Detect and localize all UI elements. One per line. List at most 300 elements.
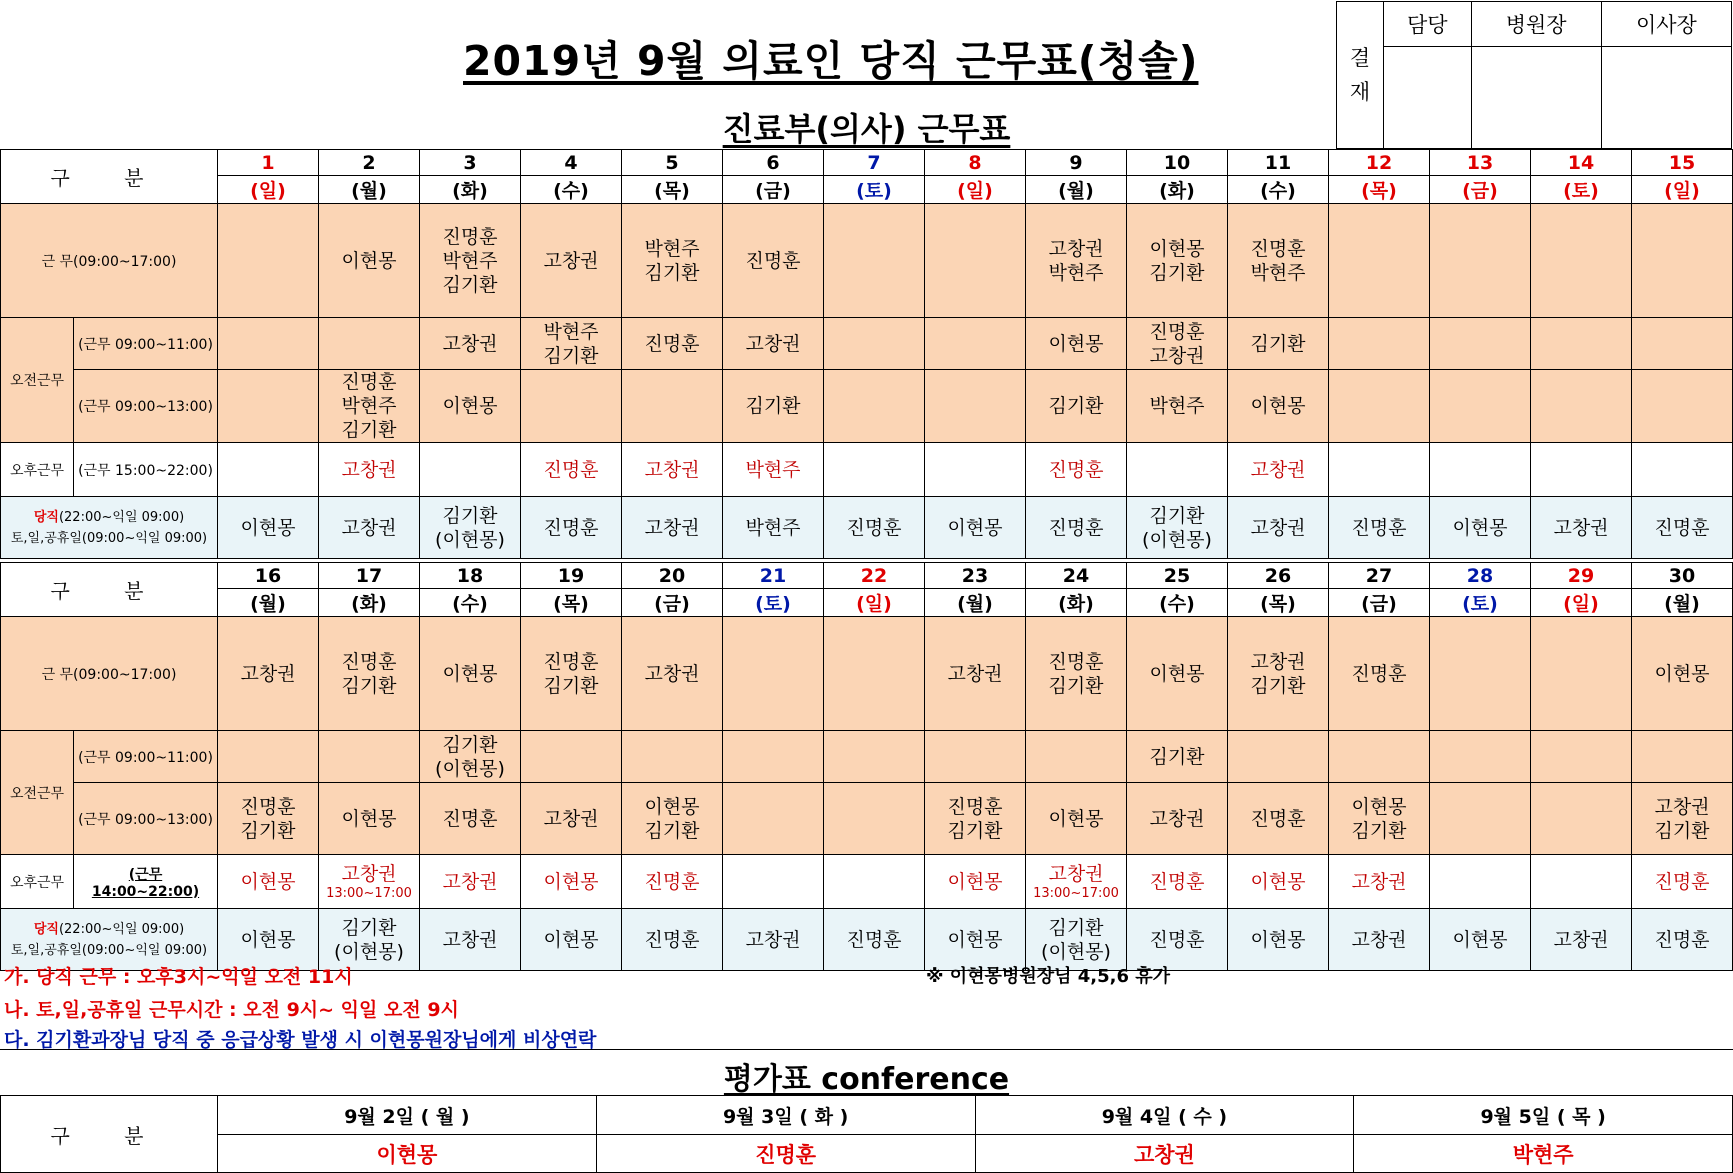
- staff-name: 진명훈: [1351, 516, 1407, 539]
- weekday: (토): [1531, 176, 1632, 204]
- staff-name: 박현주: [1048, 261, 1104, 284]
- shift-cell[interactable]: [622, 370, 723, 443]
- shift-cell[interactable]: [925, 855, 1026, 909]
- date-number: 14: [1531, 150, 1632, 176]
- staff-name: 박현주: [1250, 261, 1306, 284]
- shift-cell[interactable]: [1228, 783, 1329, 855]
- shift-cell[interactable]: [1329, 204, 1430, 318]
- shift-cell[interactable]: [824, 370, 925, 443]
- weekday: (수): [420, 589, 521, 617]
- shift-cell[interactable]: [1228, 204, 1329, 318]
- shift-cell[interactable]: [1531, 443, 1632, 497]
- shift-cell[interactable]: [824, 909, 925, 971]
- shift-cell[interactable]: [521, 617, 622, 731]
- weekday: (화): [319, 589, 420, 617]
- staff-name: 고창권: [240, 662, 296, 685]
- am1-label: (근무 09:00~11:00): [74, 731, 218, 783]
- staff-name: 이현몽: [442, 395, 498, 417]
- shift-cell[interactable]: [723, 204, 824, 318]
- shift-cell[interactable]: [319, 617, 420, 731]
- am2-label: (근무 09:00~13:00): [74, 783, 218, 855]
- staff-name: 이현몽: [947, 516, 1003, 539]
- shift-cell[interactable]: [1430, 443, 1531, 497]
- weekday: (수): [1127, 589, 1228, 617]
- shift-cell[interactable]: [521, 204, 622, 318]
- shift-cell[interactable]: [319, 731, 420, 783]
- date-number: 19: [521, 563, 622, 589]
- staff-name: 김기환: [442, 504, 498, 527]
- shift-cell[interactable]: [1430, 318, 1531, 370]
- shift-cell[interactable]: [1127, 443, 1228, 497]
- date-number: 1: [218, 150, 319, 176]
- shift-cell[interactable]: [319, 855, 420, 909]
- shift-cell[interactable]: [420, 855, 521, 909]
- staff-name: 진명훈: [341, 650, 397, 673]
- approval-box: [1336, 1, 1732, 149]
- duty-time: (22:00~익일 09:00): [58, 509, 185, 525]
- staff-name: 박현주: [745, 516, 801, 539]
- shift-cell[interactable]: [1026, 370, 1127, 443]
- shift-cell[interactable]: [622, 443, 723, 497]
- shift-cell[interactable]: [1026, 204, 1127, 318]
- shift-cell[interactable]: [1228, 617, 1329, 731]
- shift-cell[interactable]: [1127, 617, 1228, 731]
- shift-cell[interactable]: [420, 318, 521, 370]
- staff-name: 진명훈: [1654, 928, 1710, 951]
- shift-cell[interactable]: [1430, 617, 1531, 731]
- shift-cell[interactable]: [218, 370, 319, 443]
- staff-name: (이현몽): [435, 528, 505, 551]
- shift-cell[interactable]: [319, 443, 420, 497]
- duty-label: [1, 497, 218, 559]
- date-number: 18: [420, 563, 521, 589]
- duty-holiday: 토,일,공휴일(09:00~익일 09:00): [10, 530, 208, 546]
- date-number: 13: [1430, 150, 1531, 176]
- shift-cell[interactable]: [1632, 731, 1733, 783]
- weekday: (일): [218, 176, 319, 204]
- staff-name: 이현몽: [947, 928, 1003, 951]
- shift-cell[interactable]: [622, 318, 723, 370]
- shift-cell[interactable]: [824, 855, 925, 909]
- weekday: (월): [319, 176, 420, 204]
- shift-cell[interactable]: [622, 731, 723, 783]
- date-number: 26: [1228, 563, 1329, 589]
- staff-name: 진명훈: [745, 249, 801, 272]
- shift-cell[interactable]: [622, 204, 723, 318]
- shift-cell[interactable]: [622, 497, 723, 559]
- duty-word: 당직: [33, 921, 59, 937]
- staff-name: 진명훈: [1048, 650, 1104, 673]
- staff-name: 진명훈: [341, 371, 397, 393]
- staff-name: 이현몽: [1250, 928, 1306, 951]
- staff-name: 이현몽: [1351, 795, 1407, 818]
- staff-name: 고창권: [341, 516, 397, 539]
- shift-cell[interactable]: [420, 783, 521, 855]
- shift-cell[interactable]: [1632, 318, 1733, 370]
- staff-name: 이현몽: [442, 662, 498, 685]
- shift-cell[interactable]: [622, 617, 723, 731]
- shift-cell[interactable]: [1329, 497, 1430, 559]
- pm-label: 오후근무: [1, 855, 74, 909]
- staff-name: 박현주: [341, 395, 397, 417]
- staff-name: 고창권: [1250, 458, 1306, 481]
- weekday: (화): [1026, 589, 1127, 617]
- schedule-week-1: [0, 149, 1733, 559]
- shift-cell[interactable]: [218, 318, 319, 370]
- shift-cell[interactable]: [723, 370, 824, 443]
- shift-cell[interactable]: [420, 204, 521, 318]
- staff-name: 김기환: [1149, 504, 1205, 527]
- shift-cell[interactable]: [1127, 204, 1228, 318]
- shift-cell[interactable]: [218, 783, 319, 855]
- note-b: 나. 토,일,공휴일 근무시간 : 오전 9시~ 익일 오전 9시: [4, 999, 459, 1021]
- shift-cell[interactable]: [824, 497, 925, 559]
- approval-header-director: 병원장: [1471, 2, 1601, 47]
- conference-date: 9월 2일 ( 월 ): [218, 1096, 597, 1135]
- staff-name: 이현몽: [1452, 928, 1508, 951]
- shift-cell[interactable]: [420, 909, 521, 971]
- shift-cell[interactable]: [1228, 497, 1329, 559]
- shift-cell[interactable]: [1127, 731, 1228, 783]
- shift-cell[interactable]: [319, 783, 420, 855]
- shift-cell[interactable]: [1430, 370, 1531, 443]
- date-number: 29: [1531, 563, 1632, 589]
- shift-cell[interactable]: [521, 909, 622, 971]
- shift-cell[interactable]: [319, 370, 420, 443]
- shift-cell[interactable]: [420, 731, 521, 783]
- staff-name: 진명훈: [543, 458, 599, 481]
- shift-cell[interactable]: [521, 443, 622, 497]
- staff-name: 진명훈: [1250, 237, 1306, 260]
- weekday: (목): [622, 176, 723, 204]
- work-label: 근 무(09:00~17:00): [1, 617, 218, 731]
- shift-cell[interactable]: [1026, 731, 1127, 783]
- shift-cell[interactable]: [925, 497, 1026, 559]
- shift-cell[interactable]: [1026, 497, 1127, 559]
- note-vacation: ※ 이현몽병원장님 4,5,6 휴가: [926, 966, 1171, 987]
- shift-cell[interactable]: [1228, 318, 1329, 370]
- shift-cell[interactable]: [521, 497, 622, 559]
- shift-cell[interactable]: [521, 370, 622, 443]
- staff-name: 이현몽: [240, 928, 296, 951]
- approval-label: 결 재: [1337, 2, 1384, 149]
- date-number: 17: [319, 563, 420, 589]
- staff-name: 김기환: [1048, 674, 1104, 697]
- shift-cell[interactable]: [521, 855, 622, 909]
- conference-presenter: 박현주: [1354, 1135, 1733, 1173]
- shift-cell[interactable]: [218, 443, 319, 497]
- shift-cell[interactable]: [925, 443, 1026, 497]
- shift-cell[interactable]: [925, 318, 1026, 370]
- note-a: 가. 당직 근무 : 오후3시~익일 오전 11시: [4, 966, 353, 988]
- staff-name: 진명훈: [442, 807, 498, 830]
- shift-cell[interactable]: [319, 204, 420, 318]
- shift-cell[interactable]: [1329, 855, 1430, 909]
- conference-presenter: 진명훈: [596, 1135, 975, 1173]
- staff-name: 고창권: [1250, 650, 1306, 673]
- am-label: 오전근무: [1, 731, 74, 855]
- staff-name: 김기환: [341, 674, 397, 697]
- staff-name: 이현몽: [341, 249, 397, 272]
- shift-cell[interactable]: [723, 443, 824, 497]
- weekday: (일): [1531, 589, 1632, 617]
- shift-cell[interactable]: [1531, 909, 1632, 971]
- am1-label: (근무 09:00~11:00): [74, 318, 218, 370]
- conference-date: 9월 5일 ( 목 ): [1354, 1096, 1733, 1135]
- shift-cell[interactable]: [319, 497, 420, 559]
- date-number: 23: [925, 563, 1026, 589]
- date-number: 10: [1127, 150, 1228, 176]
- shift-cell[interactable]: [824, 204, 925, 318]
- shift-cell[interactable]: [723, 909, 824, 971]
- shift-cell[interactable]: [218, 497, 319, 559]
- staff-name: 김기환: [1250, 674, 1306, 697]
- shift-cell[interactable]: [925, 731, 1026, 783]
- shift-cell[interactable]: [723, 497, 824, 559]
- shift-cell[interactable]: [1127, 783, 1228, 855]
- staff-name: 김기환: [543, 674, 599, 697]
- date-number: 6: [723, 150, 824, 176]
- shift-cell[interactable]: [1329, 443, 1430, 497]
- shift-cell[interactable]: [1127, 370, 1228, 443]
- shift-cell[interactable]: [1632, 204, 1733, 318]
- staff-name: (이현몽): [1041, 940, 1111, 963]
- shift-cell[interactable]: [1329, 318, 1430, 370]
- shift-cell[interactable]: [420, 497, 521, 559]
- date-number: 22: [824, 563, 925, 589]
- shift-cell[interactable]: [1531, 497, 1632, 559]
- shift-cell[interactable]: [824, 731, 925, 783]
- staff-name: 박현주: [644, 237, 700, 260]
- date-number: 15: [1632, 150, 1733, 176]
- staff-name: 이현몽: [543, 870, 599, 893]
- shift-cell[interactable]: [1026, 855, 1127, 909]
- weekday: (목): [521, 589, 622, 617]
- shift-cell[interactable]: [1430, 731, 1531, 783]
- shift-cell[interactable]: [925, 617, 1026, 731]
- staff-name: 진명훈: [1654, 516, 1710, 539]
- shift-cell[interactable]: [1632, 617, 1733, 731]
- shift-cell[interactable]: [1127, 497, 1228, 559]
- staff-name: 김기환: [1048, 395, 1104, 417]
- date-number: 5: [622, 150, 723, 176]
- approval-sign-chairman[interactable]: [1601, 47, 1731, 149]
- shift-cell[interactable]: [1430, 783, 1531, 855]
- staff-name: 진명훈: [644, 870, 700, 893]
- shift-cell[interactable]: [824, 318, 925, 370]
- staff-name: 진명훈: [947, 795, 1003, 818]
- shift-cell[interactable]: [824, 617, 925, 731]
- staff-name: 고창권: [1149, 344, 1205, 367]
- date-number: 16: [218, 563, 319, 589]
- approval-header-chairman: 이사장: [1601, 2, 1731, 47]
- approval-sign-manager[interactable]: [1384, 47, 1472, 149]
- shift-cell[interactable]: [1026, 617, 1127, 731]
- shift-cell[interactable]: [521, 318, 622, 370]
- shift-cell[interactable]: [1531, 731, 1632, 783]
- shift-cell[interactable]: [420, 370, 521, 443]
- shift-cell[interactable]: [723, 783, 824, 855]
- shift-cell[interactable]: [925, 370, 1026, 443]
- shift-cell[interactable]: [1127, 855, 1228, 909]
- date-number: 2: [319, 150, 420, 176]
- staff-name: 김기환: [644, 261, 700, 284]
- weekday: (금): [622, 589, 723, 617]
- staff-name: 고창권: [1048, 237, 1104, 260]
- shift-cell[interactable]: [521, 783, 622, 855]
- shift-cell[interactable]: [1632, 497, 1733, 559]
- staff-name: 진명훈: [846, 516, 902, 539]
- weekday: (일): [824, 589, 925, 617]
- conference-date: 9월 3일 ( 화 ): [596, 1096, 975, 1135]
- gubun-label: 구 분: [1, 150, 218, 204]
- staff-name: 이현몽: [1149, 662, 1205, 685]
- staff-name: 고창권: [543, 807, 599, 830]
- shift-cell[interactable]: [218, 204, 319, 318]
- shift-cell[interactable]: [723, 617, 824, 731]
- shift-cell[interactable]: [1531, 318, 1632, 370]
- conference-title: 평가표 conference: [723, 1062, 1010, 1097]
- date-number: 21: [723, 563, 824, 589]
- section-title: 진료부(의사) 근무표: [722, 110, 1011, 148]
- staff-name: 고창권: [644, 516, 700, 539]
- staff-name: 고창권: [1048, 863, 1104, 885]
- weekday: (토): [824, 176, 925, 204]
- shift-cell[interactable]: [218, 731, 319, 783]
- staff-name: 고창권: [1351, 870, 1407, 893]
- shift-cell[interactable]: [1430, 855, 1531, 909]
- shift-cell[interactable]: [1531, 204, 1632, 318]
- shift-cell[interactable]: [1026, 318, 1127, 370]
- shift-cell[interactable]: [1026, 443, 1127, 497]
- staff-name: 이현몽: [1250, 395, 1306, 417]
- staff-name: 이현몽: [1654, 662, 1710, 685]
- staff-name: 고창권: [543, 249, 599, 272]
- duty-word: 당직: [33, 509, 59, 525]
- shift-cell[interactable]: [622, 783, 723, 855]
- shift-cell[interactable]: [218, 855, 319, 909]
- staff-name: 고창권: [1654, 795, 1710, 818]
- shift-cell[interactable]: [1228, 731, 1329, 783]
- shift-cell[interactable]: [1430, 497, 1531, 559]
- shift-cell[interactable]: [824, 443, 925, 497]
- approval-sign-director[interactable]: [1471, 47, 1601, 149]
- staff-name: 고창권: [341, 458, 397, 481]
- weekday: (금): [1430, 176, 1531, 204]
- staff-name: 고창권: [644, 458, 700, 481]
- shift-cell[interactable]: [1228, 443, 1329, 497]
- staff-name: 이현몽: [1048, 332, 1104, 355]
- staff-name: 이현몽: [341, 807, 397, 830]
- shift-cell[interactable]: [1329, 783, 1430, 855]
- shift-cell[interactable]: [420, 617, 521, 731]
- staff-name: 진명훈: [1351, 662, 1407, 685]
- shift-cell[interactable]: [824, 783, 925, 855]
- work-label: 근 무(09:00~17:00): [1, 204, 218, 318]
- staff-name: 김기환: [1149, 745, 1205, 768]
- shift-cell[interactable]: [420, 443, 521, 497]
- pm-time-label: (근무 14:00~22:00): [74, 855, 218, 909]
- shift-cell[interactable]: [1329, 617, 1430, 731]
- shift-cell[interactable]: [1127, 318, 1228, 370]
- approval-header-manager: 담당: [1384, 2, 1472, 47]
- weekday: (금): [723, 176, 824, 204]
- weekday: (월): [1026, 176, 1127, 204]
- staff-name: 이현몽: [543, 928, 599, 951]
- shift-cell[interactable]: [1632, 443, 1733, 497]
- shift-cell[interactable]: [521, 731, 622, 783]
- shift-cell[interactable]: [1026, 783, 1127, 855]
- date-number: 9: [1026, 150, 1127, 176]
- date-number: 7: [824, 150, 925, 176]
- shift-cell[interactable]: [622, 855, 723, 909]
- shift-cell[interactable]: [723, 731, 824, 783]
- shift-cell[interactable]: [319, 318, 420, 370]
- conference-table: [0, 1095, 1733, 1173]
- shift-cell[interactable]: [925, 783, 1026, 855]
- shift-cell[interactable]: [723, 855, 824, 909]
- staff-name: 고창권: [745, 928, 801, 951]
- shift-cell[interactable]: [1329, 909, 1430, 971]
- shift-cell[interactable]: [1632, 855, 1733, 909]
- shift-cell[interactable]: [1632, 909, 1733, 971]
- shift-cell[interactable]: [1228, 909, 1329, 971]
- staff-name: 13:00~17:00: [326, 886, 412, 901]
- staff-name: 김기환: [644, 819, 700, 842]
- shift-cell[interactable]: [1228, 855, 1329, 909]
- date-number: 27: [1329, 563, 1430, 589]
- staff-name: 김기환: [442, 733, 498, 756]
- weekday: (화): [420, 176, 521, 204]
- weekday: (수): [521, 176, 622, 204]
- shift-cell[interactable]: [723, 318, 824, 370]
- shift-cell[interactable]: [1430, 909, 1531, 971]
- staff-name: 김기환: [442, 273, 498, 296]
- weekday: (월): [218, 589, 319, 617]
- weekday: (일): [925, 176, 1026, 204]
- shift-cell[interactable]: [1632, 783, 1733, 855]
- staff-name: 김기환: [341, 419, 397, 441]
- shift-cell[interactable]: [218, 617, 319, 731]
- am2-label: (근무 09:00~13:00): [74, 370, 218, 443]
- am-label: 오전근무: [1, 318, 74, 443]
- shift-cell[interactable]: [1531, 783, 1632, 855]
- divider: [0, 1049, 1733, 1050]
- date-number: 3: [420, 150, 521, 176]
- shift-cell[interactable]: [1430, 204, 1531, 318]
- shift-cell[interactable]: [925, 204, 1026, 318]
- duty-time: (22:00~익일 09:00): [58, 921, 185, 937]
- weekday: (목): [1228, 589, 1329, 617]
- staff-name: 김기환: [1149, 261, 1205, 284]
- shift-cell[interactable]: [1228, 370, 1329, 443]
- staff-name: 박현주: [1149, 395, 1205, 417]
- staff-name: 진명훈: [644, 332, 700, 355]
- weekday: (토): [723, 589, 824, 617]
- shift-cell[interactable]: [1329, 370, 1430, 443]
- shift-cell[interactable]: [1632, 370, 1733, 443]
- date-number: 4: [521, 150, 622, 176]
- shift-cell[interactable]: [1531, 370, 1632, 443]
- date-number: 11: [1228, 150, 1329, 176]
- shift-cell[interactable]: [1329, 731, 1430, 783]
- staff-name: 고창권: [644, 662, 700, 685]
- shift-cell[interactable]: [1531, 617, 1632, 731]
- staff-name: 고창권: [442, 332, 498, 355]
- shift-cell[interactable]: [1531, 855, 1632, 909]
- shift-cell[interactable]: [622, 909, 723, 971]
- staff-name: 고창권: [442, 928, 498, 951]
